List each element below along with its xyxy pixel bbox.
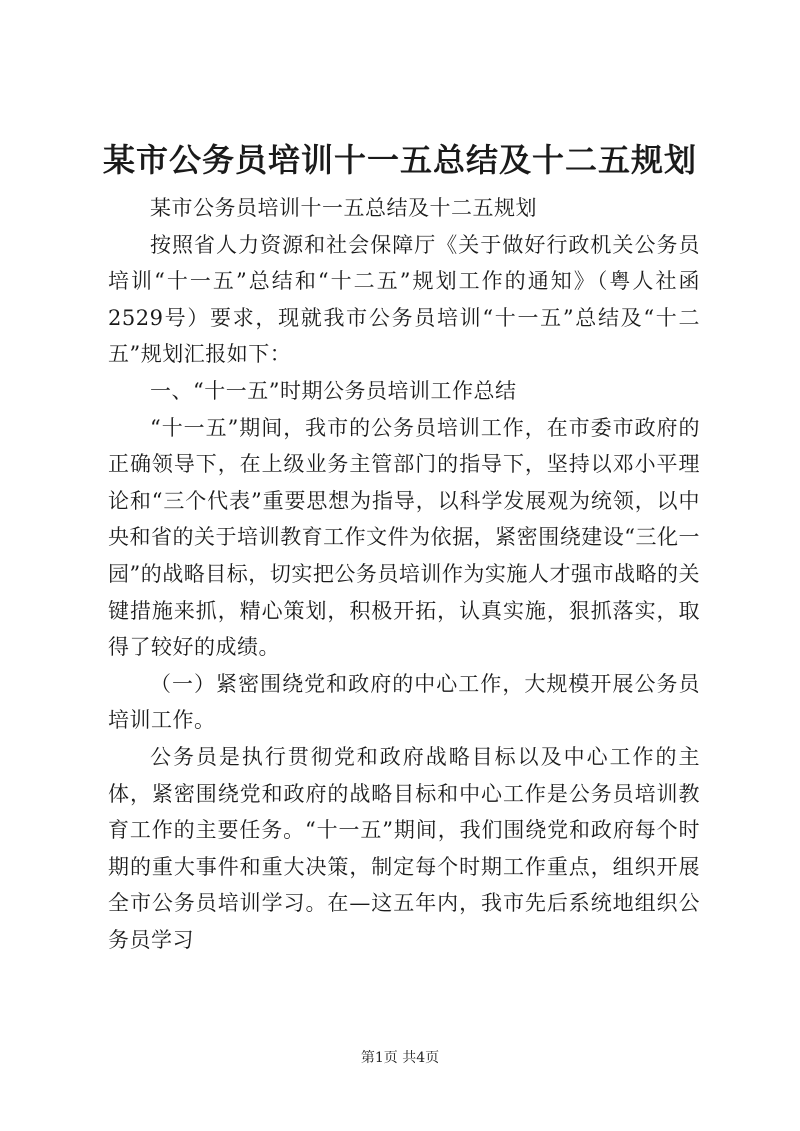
paragraph-subtitle: 某市公务员培训十一五总结及十二五规划: [150, 196, 537, 220]
document-title: 某市公务员培训十一五总结及十二五规划: [102, 141, 697, 179]
section-heading-1: 一、“十一五”时期公务员培训工作总结: [150, 378, 517, 403]
page-footer: 第1页 共4页: [360, 1050, 440, 1066]
document-body: [108, 190, 700, 958]
paragraph-intro: 按照省人力资源和社会保障厅《关于做好行政机关公务员培训“十一五”总结和“十二五”规划工作的通知》（粤人社函2529号）要求，现就我市公务员培训“十一五”总结及“十二五”规划汇报如下：: [108, 232, 700, 367]
subsection-heading-1: （一）紧密围绕党和政府的中心工作，大规模开展公务员培训工作。: [108, 671, 700, 733]
paragraph-summary: “十一五”期间，我市的公务员培训工作，在市委市政府的正确领导下，在上级业务主管部门的指导下，坚持以邓小平理论和“三个代表”重要思想为指导，以科学发展观为统领，以中央和省的关于培训教育工作文件为依据，紧密围绕建设“三化一园”的战略目标，切实把公务员培训作为实施人才强市战略的关键措施来抓，精心策划，积极开拓，认真实施，狠抓落实，取得了较好的成绩。: [108, 415, 700, 660]
paragraph-body: 公务员是执行贯彻党和政府战略目标以及中心工作的主体，紧密围绕党和政府的战略目标和中心工作是公务员培训教育工作的主要任务。“十一五”期间，我们围绕党和政府每个时期的重大事件和重大决策，制定每个时期工作重点，组织开展全市公务员培训学习。在—这五年内，我市先后系统地组织公务员学习: [108, 744, 700, 952]
